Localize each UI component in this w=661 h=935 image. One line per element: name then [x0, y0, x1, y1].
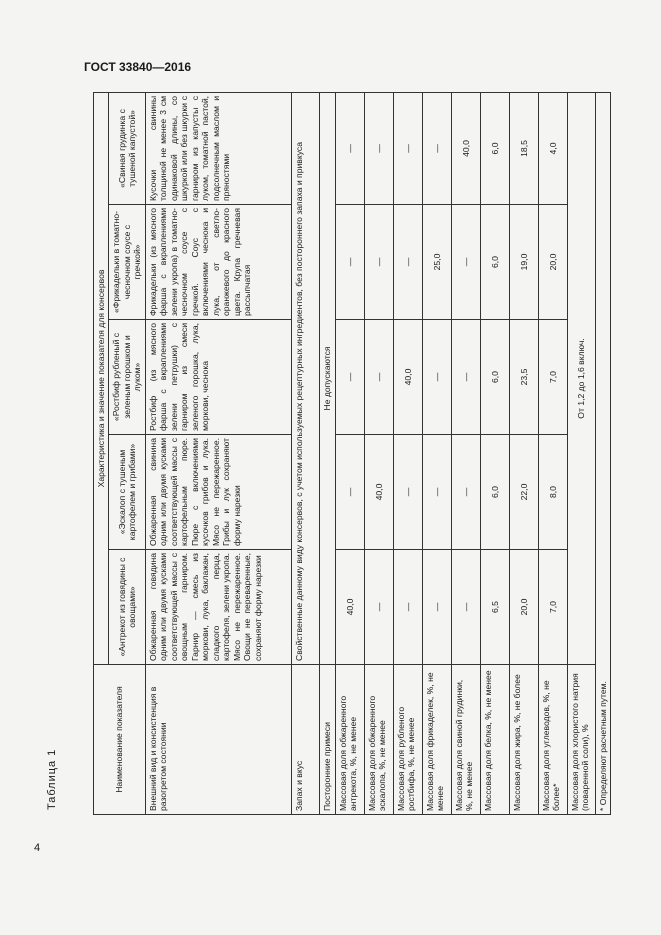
value-cell: —	[422, 435, 451, 550]
row-label: Посторонние примеси	[319, 665, 335, 815]
appearance-cell: Обжаренная свинина одним или двумя кусками соответствующей массы с картофельным пюре. Пюре с включениями кусочков грибов и лука. Мясо не пережаренное. Грибы и лук сохраняют форму нарезки	[145, 435, 291, 550]
value-cell: 22,0	[509, 435, 538, 550]
value-cell: 20,0	[538, 205, 567, 320]
value-cell: 8,0	[538, 435, 567, 550]
row-label: Массовая доля жира, %, не более	[509, 665, 538, 815]
table-row	[319, 92, 335, 814]
row-label: Массовая доля углеводов, %, не более*	[538, 665, 567, 815]
footnote: * Определяют расчетным путем.	[595, 92, 610, 814]
appearance-cell: Кусочки свинины толщиной не менее 3 см одинаковой длины, со шкуркой или без шкурки с гарниром из капусты с луком, томатной пастой, подсолнечным маслом и пряностями	[145, 92, 291, 204]
value-cell: —	[422, 92, 451, 204]
value-cell: 23,5	[509, 320, 538, 435]
row-label: Массовая доля обжаренного антрекота, %, не менее	[335, 665, 364, 815]
table-row	[451, 92, 480, 814]
value-cell: 6,0	[480, 435, 509, 550]
table-row	[538, 92, 567, 814]
value-cell: —	[451, 205, 480, 320]
row-label: Массовая доля обжаренного эскалопа, %, не менее	[364, 665, 393, 815]
appearance-cell: Ростбиф (из мясного фарша с вкраплениями зелени петрушки) с гарниром из смеси зеленого горошка, лука, моркови, чеснока	[145, 320, 291, 435]
value-cell: 40,0	[364, 435, 393, 550]
value-cell: —	[393, 92, 422, 204]
value-cell: —	[364, 550, 393, 665]
value-cell: —	[335, 320, 364, 435]
value-cell: —	[335, 205, 364, 320]
value-cell: —	[451, 550, 480, 665]
row-label: Запах и вкус	[291, 665, 319, 815]
value-cell: 40,0	[451, 92, 480, 204]
value-cell: 18,5	[509, 92, 538, 204]
value-cell: —	[451, 435, 480, 550]
table-caption: Таблица 1	[46, 748, 58, 810]
value-cell: 25,0	[422, 205, 451, 320]
rotated-table-container	[93, 93, 608, 815]
footnote-row	[595, 92, 610, 814]
row-label: Внешний вид и консистенция в разогретом состоянии	[145, 665, 291, 815]
value-cell: —	[364, 92, 393, 204]
table-row	[364, 92, 393, 814]
table-row	[393, 92, 422, 814]
product-header: «Эскалоп с тушеным картофелем и грибами»	[109, 435, 145, 550]
col-name-header: Наименование показателя	[94, 665, 146, 815]
table-row	[567, 92, 595, 814]
value-cell: 7,0	[538, 320, 567, 435]
value-cell: 19,0	[509, 205, 538, 320]
value-cell: 6,0	[480, 92, 509, 204]
salt-cell: От 1,2 до 1,6 включ.	[567, 92, 595, 664]
value-cell: 40,0	[393, 320, 422, 435]
table-row	[145, 92, 291, 814]
value-cell: —	[335, 92, 364, 204]
specification-table	[93, 92, 611, 815]
product-header: «Ростбиф рубленый с зеленым горошком и луком»	[109, 320, 145, 435]
row-label: Массовая доля фрикаделек, %, не менее	[422, 665, 451, 815]
value-cell: 40,0	[335, 550, 364, 665]
row-label: Массовая доля свиной грудинки, %, не менее	[451, 665, 480, 815]
table-row	[480, 92, 509, 814]
table-row	[335, 92, 364, 814]
value-cell: —	[364, 205, 393, 320]
product-header: «Фрикадельки в томатно-чесночном соусе с гречкой»	[109, 205, 145, 320]
smell-cell: Свойственные данному виду консервов, с учетом используемых рецептурных ингредиентов, без постороннего запаха и привкуса	[291, 92, 319, 664]
value-cell: 4,0	[538, 92, 567, 204]
value-cell: —	[422, 550, 451, 665]
product-header: «Антрекот из говядины с овощами»	[109, 550, 145, 665]
impurities-cell: Не допускаются	[319, 92, 335, 664]
value-cell: —	[364, 320, 393, 435]
table-row	[509, 92, 538, 814]
product-header: «Свиная грудинка с тушеной капустой»	[109, 92, 145, 204]
group-header: Характеристика и значение показателя для консервов	[94, 92, 109, 664]
value-cell: —	[422, 320, 451, 435]
value-cell: —	[451, 320, 480, 435]
value-cell: 7,0	[538, 550, 567, 665]
value-cell: 6,5	[480, 550, 509, 665]
value-cell: —	[393, 205, 422, 320]
value-cell: 6,0	[480, 205, 509, 320]
table-row	[422, 92, 451, 814]
table-row	[291, 92, 319, 814]
appearance-cell: Обжаренная говядина одним или двумя кусками соответствующей массы с овощным гарниром. Гарнир — смесь из моркови, лука, баклажан, сладкого перца, картофеля, зелени укропа. Мясо не пережаренное. Овощи не переваренные, сохраняют форму нарезки	[145, 550, 291, 665]
page-number: 4	[34, 842, 41, 854]
value-cell: 20,0	[509, 550, 538, 665]
row-label: Массовая доля хлористого натрия (поваренной соли), %	[567, 665, 595, 815]
appearance-cell: Фрикадельки (из мясного фарша с вкраплениями зелени укропа) в томатно-чесночном соусе с гречкой. Соус с включениями чеснока и лука, от светло-оранжевого до красного цвета. Крупа гречневая рассыпчатая	[145, 205, 291, 320]
value-cell: —	[335, 435, 364, 550]
value-cell: —	[393, 550, 422, 665]
value-cell: —	[393, 435, 422, 550]
value-cell: 6,0	[480, 320, 509, 435]
row-label: Массовая доля рубленого ростбифа, %, не менее	[393, 665, 422, 815]
row-label: Массовая доля белка, %, не менее	[480, 665, 509, 815]
page-title: ГОСТ 33840—2016	[84, 60, 192, 74]
